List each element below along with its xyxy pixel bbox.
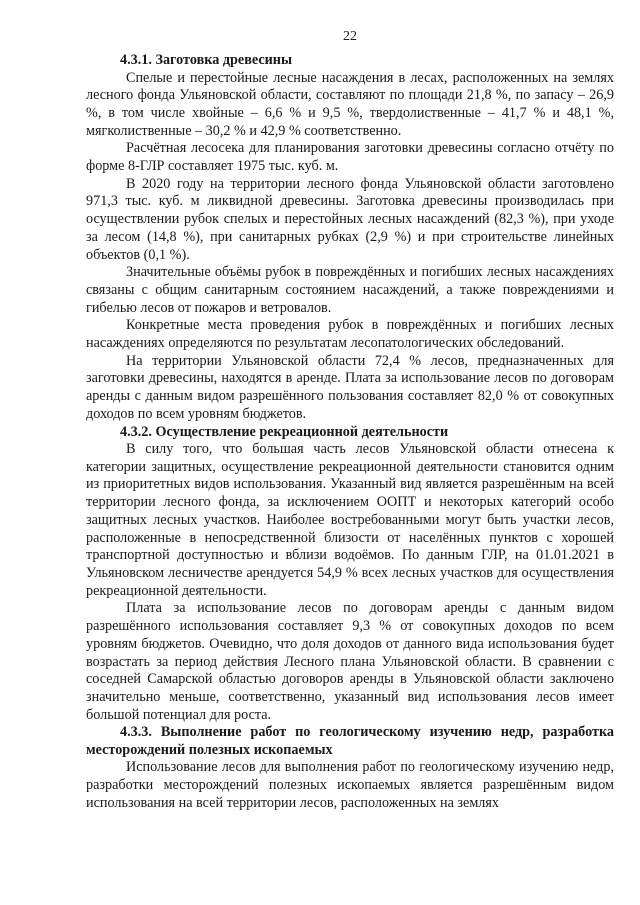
page-number: 22 [343,29,357,44]
section-heading-4-3-3: 4.3.3. Выполнение работ по геологическому изучению недр, разработка месторождений полезных ископаемых [86,724,614,758]
paragraph: Значительные объёмы рубок в повреждённых и погибших лесных насаждениях связаны с общим санитарным состоянием насаждений, а также повреждениями и гибелью лесов от пожаров и ветровалов. [86,264,614,316]
paragraph: Расчётная лесосека для планирования заготовки древесины согласно отчёту по форме 8-ГЛР составляет 1975 тыс. куб. м. [86,140,614,175]
paragraph: Плата за использование лесов по договорам аренды с данным видом разрешённого использования составляет 9,3 % от совокупных доходов по всем уровням бюджетов. Очевидно, что доля доходов от данного вида использования будет возрастать за период действия Лесного плана Ульяновской области. В сравнении с соседней Самарской областью договоров аренды в Ульяновской области заключено значительно меньше, соответственно, указанный вид использования лесов имеет большой потенциал для роста. [86,600,614,723]
section-heading-4-3-1: 4.3.1. Заготовка древесины [120,52,293,68]
section-heading-4-3-2: 4.3.2. Осуществление рекреационной деятельности [120,423,449,440]
paragraph: На территории Ульяновской области 72,4 % лесов, предназначенных для заготовки древесины, находятся в аренде. Плата за использование лесов по договорам аренды с данным видом разрешённого пользования составляет 82,0 % от совокупных доходов по всем уровням бюджетов. [86,352,614,422]
paragraph: Спелые и перестойные лесные насаждения в лесах, расположенных на землях лесного фонда Ульяновской области, составляют по площади 21,8 %, по запасу – 26,9 %, в том числе хвойные – 6,6 % и 9,5 %, твердолиственные – 41,7 % и 48,1 %, мягколиственные – 30,2 % и 42,9 % соответственно. [86,69,614,139]
paragraph: В силу того, что большая часть лесов Ульяновской области отнесена к категории защитных, осуществление рекреационной деятельности становится одним из приоритетных видов использования. Указанный вид является разрешённым на всей территории лесного фонда, за исключением ООПТ и некоторых категорий особо защитных лесных участков. Наиболее востребованными могут быть участки лесов, расположенные в непосредственной близости от населённых пунктов с хорошей транспортной доступностью и вблизи водоёмов. По данным ГЛР, на 01.01.2021 в Ульяновском лесничестве арендуется 54,9 % всех лесных участков для осуществления рекреационной деятельности. [86,441,614,599]
paragraph: Использование лесов для выполнения работ по геологическому изучению недр, разработки месторождений полезных ископаемых является разрешённым видом использования на всей территории лесов, расположенных на землях [86,759,614,811]
paragraph: В 2020 году на территории лесного фонда Ульяновской области заготовлено 971,3 тыс. куб. м ликвидной древесины. Заготовка древесины производилась при осуществлении рубок спелых и перестойных лесных насаждений (82,3 %), при уходе за лесом (14,8 %), при санитарных рубках (2,9 %) и при строительстве линейных объектов (0,1 %). [86,175,614,263]
paragraph: Конкретные места проведения рубок в повреждённых и погибших лесных насаждениях определяются по результатам лесопатологических обследований. [86,317,614,352]
